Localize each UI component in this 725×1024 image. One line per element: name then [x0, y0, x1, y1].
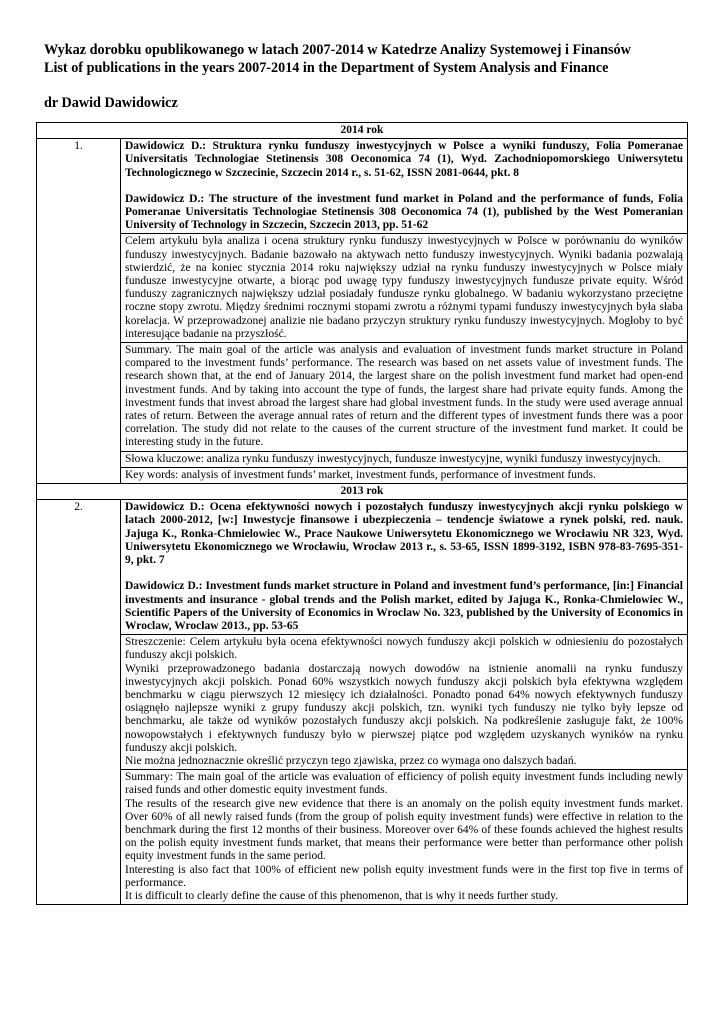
keywords-polish: Słowa kluczowe: analiza rynku funduszy inwestycyjnych, fundusze inwestycyjne, wyniki funduszy inwestycyjnych. — [121, 451, 688, 467]
abstract-polish: Celem artykułu była analiza i ocena struktury rynku funduszy inwestycyjnych w Polsce w porównaniu do wyników funduszy inwestycyjnych. Badanie bazowało na aktywach netto funduszy inwestycyjnych. Wyniki badania pozwalają stwierdzić, że na koniec stycznia 2014 roku największy udział na rynku funduszy inwestycyjnych w Polsce miały fundusze inwestycyjne otwarte, a biorąc pod uwagę typy funduszy inwestycyjnych fundusze private equity. Wśród funduszy zagranicznych największy udział posiadały fundusze rynku globalnego. W badaniu wykorzystano przeciętne roczne stopy zwrotu. Między średnimi rocznymi stopami zwrotu a różnymi typami funduszy inwestycyjnych była słaba korelacja. W przeprowadzonej analizie nie badano przyczyn struktury rynku funduszy inwestycyjnych. Mogłoby to być interesujące badanie na przyszłość. — [121, 234, 688, 343]
citation-polish: Dawidowicz D.: Ocena efektywności nowych i pozostałych funduszy inwestycyjnych akcji rynku polskiego w latach 2000-2012, [w:] Inwestycje finansowe i ubezpieczenia – tendencje światowe a rynek polski, red. nauk. Jajuga K., Ronka-Chmielowiec W., Prace Naukowe Uniwersytetu Ekonomicznego we Wrocławiu NR 323, Wyd. Uniwersytetu Ekonomicznego we Wrocławiu, Wrocław 2013 r., s. 53-65, ISSN 1899-3192, ISBN 978-83-7695-351-9, pkt. 7 — [125, 501, 683, 567]
abstract-polish-paragraph: Streszczenie: Celem artykułu była ocena efektywności nowych funduszy akcji polskich w odniesieniu do pozostałych funduszy akcji polskich. — [125, 636, 683, 662]
publication-number: 1. — [37, 139, 121, 484]
publications-table — [36, 122, 688, 905]
author-name: dr Dawid Dawidowicz — [44, 95, 178, 111]
abstract-row — [37, 343, 688, 452]
abstract-row — [37, 635, 688, 770]
abstract-english-paragraph: Interesting is also fact that 100% of efficient new polish equity investment funds were in the first top five in terms of performance. — [125, 863, 683, 889]
year-label-2013: 2013 rok — [37, 484, 688, 500]
keywords-english: Key words: analysis of investment funds’ market, investment funds, performance of investment funds. — [121, 467, 688, 483]
abstract-english-paragraph: The results of the research give new evidence that there is an anomaly on the polish equity investment funds market. Over 60% of all newly raised funds (from the group of polish equity investment funds) were effective in relation to the benchmark during the first 12 months of their business. Moreover over 64% of these founds achieved the highest results on the polish equity investment funds market, that means their performance were better than performance other polish equity investment funds in the same period. — [125, 797, 683, 863]
citation-cell — [121, 500, 688, 635]
title-polish: Wykaz dorobku opublikowanego w latach 2007-2014 w Katedrze Analizy Systemowej i Finansów — [44, 42, 631, 58]
abstract-english-paragraph: Summary: The main goal of the article was evaluation of efficiency of polish equity investment funds including newly raised funds and other domestic equity investment funds. — [125, 771, 683, 797]
citation-english: Dawidowicz D.: The structure of the investment fund market in Poland and the performance of funds, Folia Pomeranae Universitatis Technologiae Stetinensis 308 Oeconomica 74 (1), published by the West Pomeranian University of Technology in Szczecin, Szczecin 2013, pp. 51-62 — [125, 192, 683, 232]
keywords-row — [37, 467, 688, 483]
citation-cell — [121, 139, 688, 234]
abstract-polish-paragraph: Wyniki przeprowadzonego badania dostarczają nowych dowodów na istnienie anomalii na rynku funduszy inwestycyjnych akcji polskich. Ponad 60% wszystkich nowych funduszy akcji polskich była efektywna względem benchmarku w ciągu pierwszych 12 miesięcy ich działalności. Ponadto ponad 64% nowych efektywnych funduszy osiągnęło najlepsze wyniki z grupy funduszy akcji polskich, tzn. wyniki tych funduszy nie tylko były lepsze od benchmarku, ale także od wyników pozostałych funduszy akcji polskich. Na podkreślenie zasługuje fakt, że 100% nowopowstałych i efektywnych funduszy było w pierwszej piątce pod względem uzyskanych wyników na rynku funduszy akcji polskich. — [125, 662, 683, 754]
abstract-row — [37, 770, 688, 905]
year-label-2014: 2014 rok — [37, 123, 688, 139]
keywords-row — [37, 451, 688, 467]
publication-number: 2. — [37, 500, 121, 905]
citation-english: Dawidowicz D.: Investment funds market structure in Poland and investment fund’s performance, [in:] Financial investments and insurance - global trends and the Polish market, edited by Jajuga K., Ronka-Chmielowiec W., Scientific Papers of the University of Economics in Wroclaw No. 323, published by the University of Economics in Wroclaw, Wroclaw 2013., pp. 53-65 — [125, 580, 683, 632]
title-english: List of publications in the years 2007-2014 in the Department of System Analysis and Finance — [44, 59, 609, 76]
publication-row — [37, 139, 688, 234]
abstract-english-cell — [121, 770, 688, 905]
abstract-english: Summary. The main goal of the article was analysis and evaluation of investment funds market structure in Poland compared to the investment funds’ performance. The research was based on net assets value of investment funds. The research shown that, at the end of January 2014, the largest share on the polish investment fund market had open-end investment funds. And by taking into account the type of funds, the largest share had private equity funds. Among the investment funds that invest abroad the largest share had global investment funds. In the study were used average annual rates of return. Between the average annual rates of return and the different types of investment funds there was a poor correlation. The study did not relate to the causes of the current structure of the investment fund market. It could be interesting study in the future. — [121, 343, 688, 452]
abstract-polish-paragraph: Nie można jednoznacznie określić przyczyn tego zjawiska, przez co wymaga ono dalszych badań. — [125, 754, 577, 767]
abstract-polish-cell — [121, 635, 688, 770]
abstract-english-paragraph: It is difficult to clearly define the cause of this phenomenon, that is why it needs further study. — [125, 889, 559, 902]
year-header-row — [37, 484, 688, 500]
document-heading — [44, 42, 694, 77]
publication-row — [37, 500, 688, 635]
citation-polish: Dawidowicz D.: Struktura rynku funduszy inwestycyjnych w Polsce a wyniki funduszy, Folia Pomeranae Universitatis Technologiae Stetinensis 308 Oeconomica 74 (1), Wyd. Zachodniopomorskiego Uniwersytetu Technologicznego w Szczecinie, Szczecin 2014 r., s. 51-62, ISSN 2081-0644, pkt. 8 — [125, 140, 683, 179]
year-header-row — [37, 123, 688, 139]
abstract-row — [37, 234, 688, 343]
